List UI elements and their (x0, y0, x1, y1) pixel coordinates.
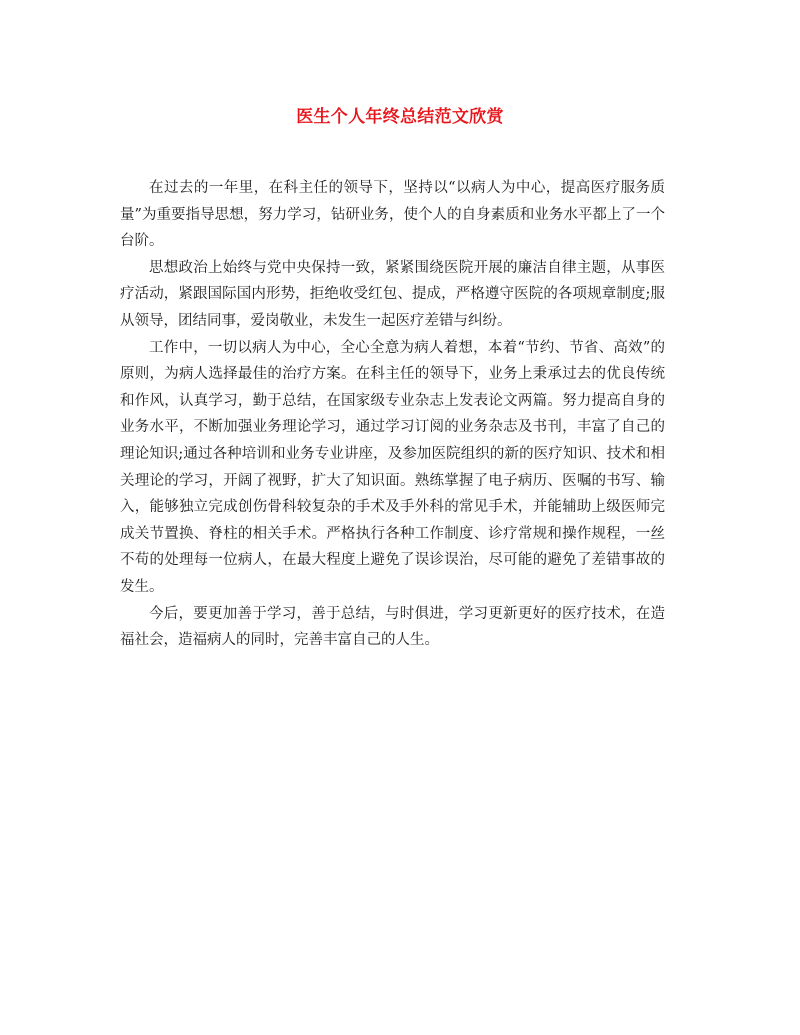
paragraph-1: 在过去的一年里，在科主任的领导下，坚持以“以病人为中心，提高医疗服务质量”为重要指导思想，努力学习，钻研业务，使个人的自身素质和业务水平都上了一个台阶。 (120, 180, 665, 250)
paragraph-4: 今后，要更加善于学习，善于总结，与时俱进，学习更新更好的医疗技术，在造福社会，造福病人的同时，完善丰富自己的人生。 (120, 605, 665, 649)
paragraph-2: 思想政治上始终与党中央保持一致，紧紧围绕医院开展的廉洁自律主题，从事医疗活动，紧跟国际国内形势，拒绝收受红包、提成，严格遵守医院的各项规章制度;服从领导，团结同事，爱岗敬业，未发生一起医疗差错与纠纷。 (120, 259, 665, 329)
paragraph-3: 工作中，一切以病人为中心，全心全意为病人着想，本着“节约、节省、高效”的原则，为病人选择最佳的治疗方案。在科主任的领导下，业务上秉承过去的优良传统和作风，认真学习，勤于总结，在国家级专业杂志上发表论文两篇。努力提高自身的业务水平，不断加强业务理论学习，通过学习订阅的业务杂志及书刊，丰富了自己的理论知识;通过各种培训和业务专业讲座，及参加医院组织的新的医疗知识、技术和相关理论的学习，开阔了视野，扩大了知识面。熟练掌握了电子病历、医嘱的书写、输入，能够独立完成创伤骨科较复杂的手术及手外科的常见手术，并能辅助上级医师完成关节置换、脊柱的相关手术。严格执行各种工作制度、诊疗常规和操作规程，一丝不苟的处理每一位病人，在最大程度上避免了误诊误治，尽可能的避免了差错事故的发生。 (120, 339, 665, 595)
document-body (120, 175, 665, 654)
document-title: 医生个人年终总结范文欣赏 (296, 107, 504, 127)
